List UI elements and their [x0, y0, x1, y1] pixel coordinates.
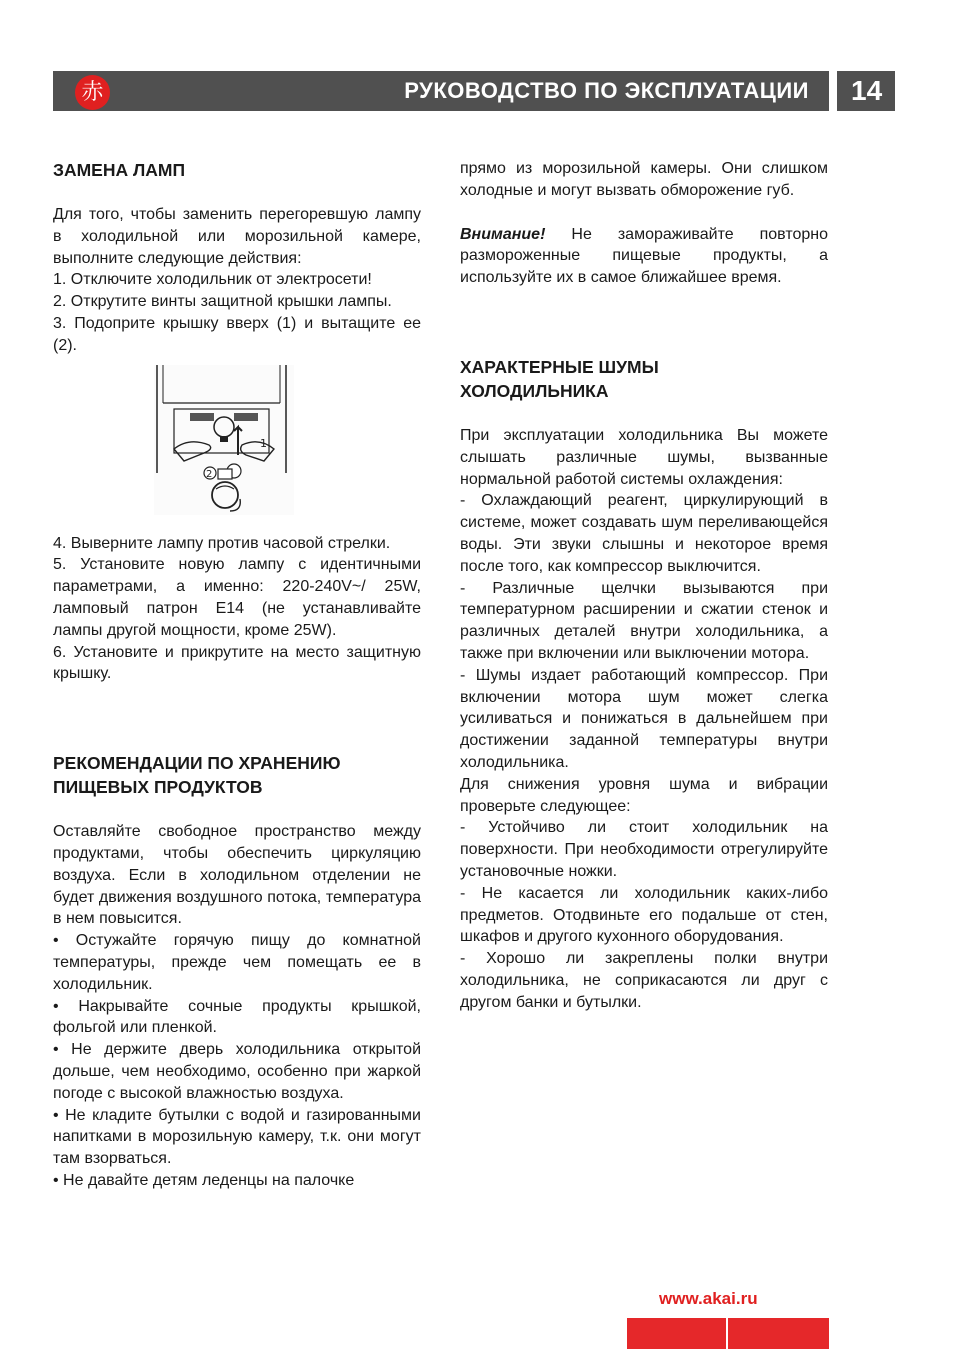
footer-red-bar — [627, 1318, 726, 1349]
akai-logo-icon: 赤 — [75, 75, 110, 110]
noises-item: - Охлаждающий реагент, циркулирующий в системе, может создавать шум переливающейся воды. Эти звуки слышны и некоторое время после того, как компрессор выключится. — [460, 492, 828, 575]
section-heading-noises: ХАРАКТЕРНЫЕ ШУМЫ ХОЛОДИЛЬНИКА — [460, 356, 659, 401]
storage-bullet: • Накрывайте сочные продукты крышкой, фольгой или пленкой. — [53, 997, 421, 1037]
lamp-replacement-illustration — [154, 365, 294, 515]
storage-bullet: • Остужайте горячую пищу до комнатной температуры, прежде чем помещать ее в холодильник. — [53, 932, 421, 993]
lamp-step-5: 5. Установите новую лампу с идентичными параметрами, а именно: 220-240V~/ 25W, ламповый патрон E14 (не устанавливайте лампы другой мощности, кроме 25W). — [53, 556, 421, 639]
noises-check-item: - Устойчиво ли стоит холодильник на поверхности. При необходимости отрегулируйте установочные ножки. — [460, 819, 828, 880]
marker-1: 1 — [260, 436, 267, 450]
storage-bullet: • Не держите дверь холодильника открытой дольше, чем необходимо, особенно при жаркой погоде с высокой влажностью воздуха. — [53, 1041, 421, 1102]
warning-paragraph: Внимание! Не замораживайте повторно размороженные пищевые продукты, а используйте их в самое ближайшее время. — [460, 225, 828, 287]
noises-paragraph: При эксплуатации холодильника Вы можете слышать различные шумы, вызванные нормальной работой системы охлаждения: — [460, 426, 828, 488]
storage-bullet: • Не давайте детям леденцы на палочке — [53, 1171, 355, 1189]
website-link[interactable]: www.akai.ru — [659, 1289, 758, 1308]
storage-continued: прямо из морозильной камеры. Они слишком холодные и могут вызвать обморожение губ. — [460, 160, 828, 199]
warning-label: Внимание! — [460, 225, 546, 243]
noises-check-item: - Не касается ли холодильник каких-либо предметов. Отодвиньте его подальше от стен, шкафов и другого кухонного оборудования. — [460, 884, 828, 946]
header-divider — [829, 71, 837, 111]
footer-red-bar — [728, 1318, 829, 1349]
lamp-step-2: 2. Открутите винты защитной крышки лампы. — [53, 293, 392, 311]
marker-2: 2 — [206, 468, 213, 480]
section-heading-storage: РЕКОМЕНДАЦИИ ПО ХРАНЕНИЮ ПИЩЕВЫХ ПРОДУКТОВ — [53, 753, 341, 798]
lamp-diagram-icon — [154, 365, 294, 515]
header-title: РУКОВОДСТВО ПО ЭКСПЛУАТАЦИИ — [404, 78, 809, 103]
noises-check-item: - Хорошо ли закреплены полки внутри холодильника, не соприкасаются ли друг с другом банки и бутылки. — [460, 950, 828, 1011]
lamp-step-6: 6. Установите и прикрутите на место защитную крышку. — [53, 643, 421, 683]
noises-item: - Различные щелчки вызываются при температурном расширении и сжатии стенок и различных деталей внутри холодильника, а также при включении или выключении мотора. — [460, 579, 828, 662]
noises-item: - Шумы издает работающий компрессор. При включении мотора шум может слегка усиливаться и понижаться в дальнейшем при достижении заданной температуры внутри холодильника. — [460, 666, 828, 771]
storage-paragraph: Оставляйте свободное пространство между продуктами, чтобы обеспечить циркуляцию воздуха. Если в холодильном отделении не будет движения воздушного потока, температура в нем повысится. — [53, 823, 421, 928]
storage-bullet: • Не кладите бутылки с водой и газированными напитками в морозильную камеру, т.к. они могут там взорваться. — [53, 1106, 421, 1168]
right-column — [460, 158, 828, 1014]
lamp-step-3: 3. Подоприте крышку вверх (1) и вытащите ее (2). — [53, 314, 421, 354]
lamp-step-4: 4. Выверните лампу против часовой стрелки. — [53, 534, 391, 552]
lamp-step-1: 1. Отключите холодильник от электросети! — [53, 271, 372, 289]
lamp-intro: Для того, чтобы заменить перегоревшую лампу в холодильной или морозильной камере, выполните следующие действия: — [53, 206, 421, 267]
noises-paragraph: Для снижения уровня шума и вибрации проверьте следующее: — [460, 775, 828, 815]
left-column — [53, 158, 421, 1192]
page-number: 14 — [837, 71, 895, 111]
section-heading-lamp: ЗАМЕНА ЛАМП — [53, 160, 186, 180]
